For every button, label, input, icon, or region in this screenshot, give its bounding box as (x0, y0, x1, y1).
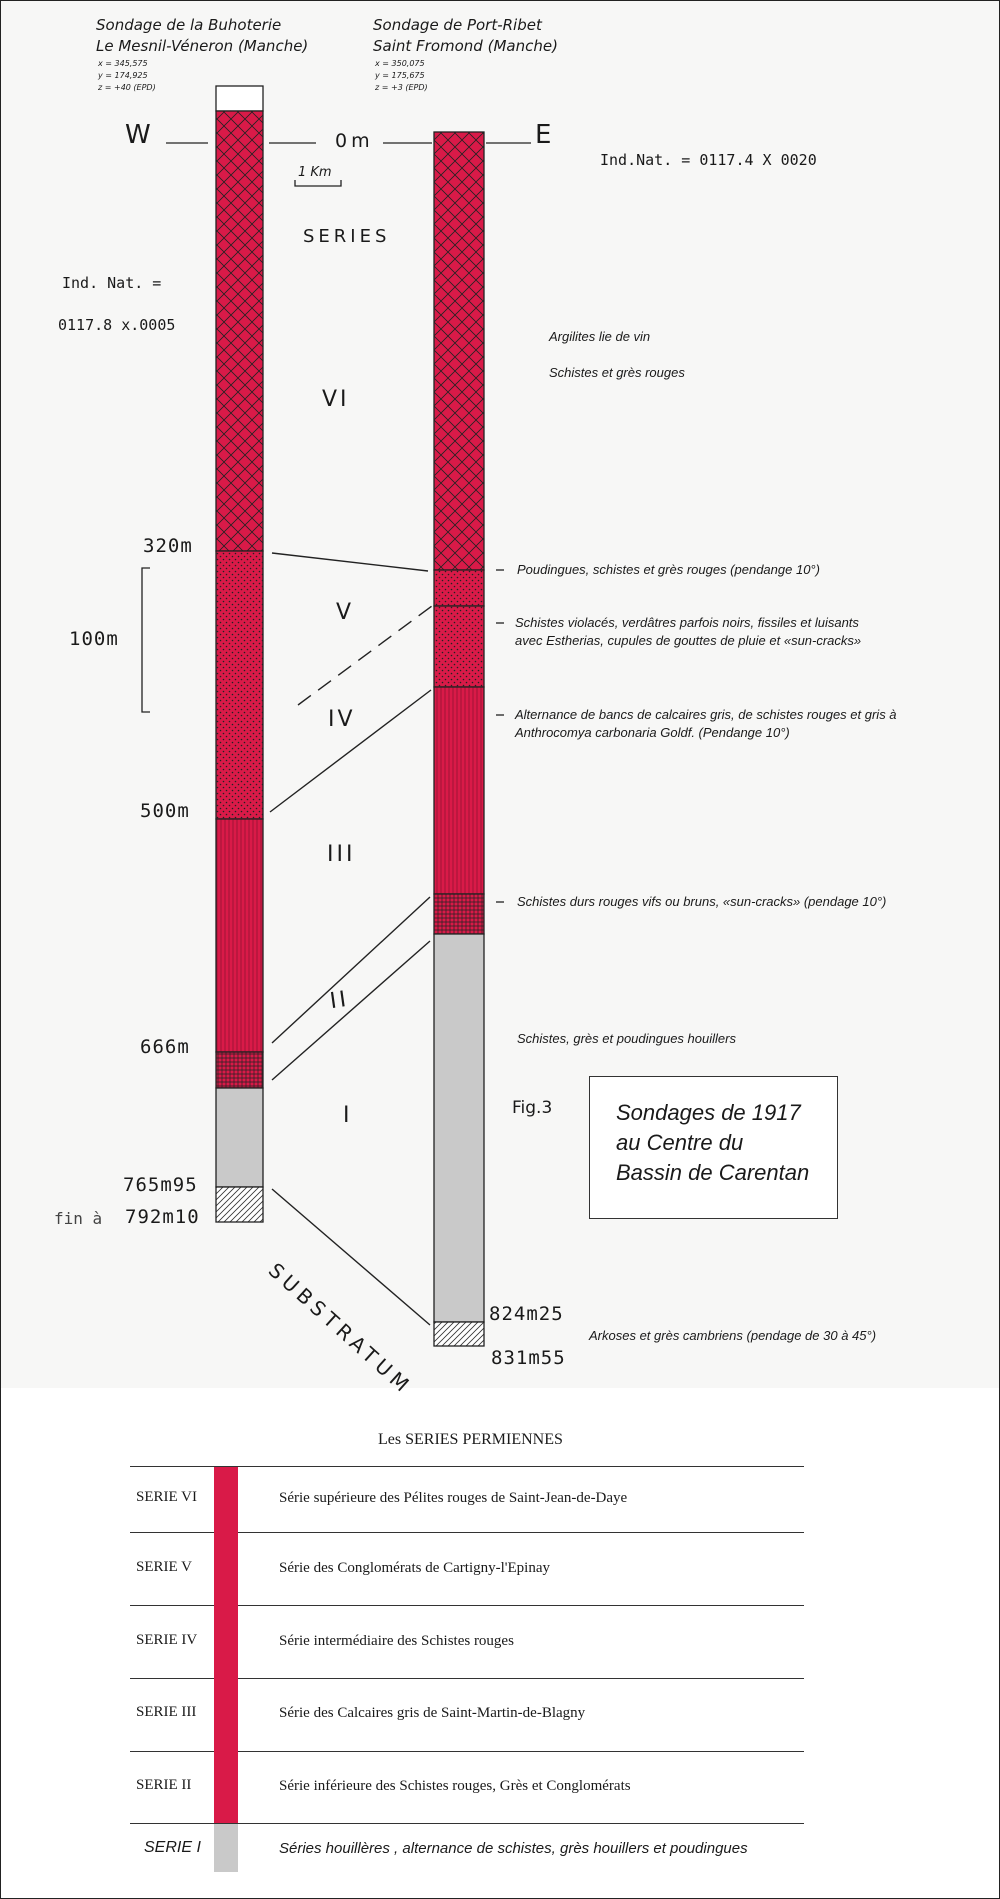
zero-meter-label: 0m (335, 130, 374, 152)
ind-nat-left-2: 0117.8 x.0005 (58, 316, 176, 334)
right-borehole-name-2: Saint Fromond (Manche) (373, 37, 558, 55)
desc-violaces-1: Schistes violacés, verdâtres parfois noirs, fissiles et luisants (515, 615, 859, 630)
title-line-1: Sondages de 1917 (616, 1100, 801, 1125)
left-borehole-y: y = 174,925 (98, 71, 148, 80)
series-numeral-i: I (343, 1103, 353, 1128)
desc-argilites: Argilites lie de vin (549, 329, 651, 344)
series-numeral-v: V (336, 600, 355, 625)
left-borehole-name-2: Le Mesnil-Véneron (Manche) (96, 37, 309, 55)
depth-500: 500m (140, 800, 190, 822)
legend-title: Les SERIES PERMIENNES (378, 1431, 563, 1448)
desc-houillers: Schistes, grès et poudingues houillers (517, 1031, 736, 1046)
hundred-meter-label: 100m (69, 628, 119, 650)
desc-schistes-gres: Schistes et grès rouges (549, 365, 685, 380)
right-borehole-y: y = 175,675 (375, 71, 425, 80)
figure-label: Fig.3 (512, 1098, 553, 1118)
ind-nat-right: Ind.Nat. = 0117.4 X 0020 (600, 151, 817, 169)
series-numeral-ii: II (328, 986, 351, 1015)
legend-desc-vi: Série supérieure des Pélites rouges de Saint-Jean-de-Daye (279, 1490, 628, 1506)
desc-alternance-1: Alternance de bancs de calcaires gris, de schistes rouges et gris à (515, 707, 897, 722)
depth-666: 666m (140, 1036, 190, 1058)
depth-765: 765m95 (123, 1174, 198, 1196)
right-borehole-x: x = 350,075 (375, 59, 425, 68)
east-label: E (535, 120, 552, 150)
right-borehole-name-1: Sondage de Port-Ribet (373, 16, 542, 34)
desc-arkoses: Arkoses et grès cambriens (pendage de 30 à 45°) (589, 1328, 877, 1343)
legend-desc-iii: Série des Calcaires gris de Saint-Martin-de-Blagny (279, 1705, 586, 1721)
desc-alternance-2: Anthrocomya carbonaria Goldf. (Pendange 10°) (515, 725, 790, 740)
depth-824: 824m25 (489, 1303, 564, 1325)
series-numeral-vi: VI (322, 387, 350, 412)
series-heading: SERIES (303, 226, 391, 247)
legend-code-i: SERIE I (144, 1839, 201, 1856)
left-borehole-z: z = +40 (EPD) (98, 83, 156, 92)
series-numeral-iv: IV (328, 707, 356, 732)
legend-code-iv: SERIE IV (136, 1632, 198, 1648)
legend-desc-ii: Série inférieure des Schistes rouges, Grès et Conglomérats (279, 1778, 631, 1794)
legend-code-v: SERIE V (136, 1559, 192, 1575)
depth-320: 320m (143, 535, 193, 557)
desc-schistes-durs: Schistes durs rouges vifs ou bruns, «sun-cracks» (pendage 10°) (517, 894, 887, 909)
legend-code-ii: SERIE II (136, 1777, 192, 1793)
left-borehole-x: x = 345,575 (98, 59, 148, 68)
series-numeral-iii: III (327, 842, 356, 867)
substratum-label: SUBSTRATUM (263, 1258, 418, 1400)
desc-violaces-2: avec Estherias, cupules de gouttes de pluie et «sun-cracks» (515, 633, 862, 648)
legend-desc-v: Série des Conglomérats de Cartigny-l'Epinay (279, 1560, 550, 1576)
legend-desc-iv: Série intermédiaire des Schistes rouges (279, 1633, 514, 1649)
legend-code-iii: SERIE III (136, 1704, 197, 1720)
legend-code-vi: SERIE VI (136, 1489, 197, 1505)
west-label: W (125, 120, 151, 150)
fin-label: fin à (54, 1209, 103, 1228)
depth-792: 792m10 (125, 1206, 200, 1228)
title-line-2: au Centre du (616, 1130, 744, 1155)
ind-nat-left-1: Ind. Nat. = (62, 274, 162, 292)
title-line-3: Bassin de Carentan (616, 1160, 810, 1185)
right-borehole-z: z = +3 (EPD) (375, 83, 428, 92)
legend-desc-i: Séries houillères , alternance de schistes, grès houillers et poudingues (279, 1840, 748, 1857)
left-borehole-name-1: Sondage de la Buhoterie (96, 16, 282, 34)
depth-831: 831m55 (491, 1347, 566, 1369)
scale-label: 1 Km (298, 165, 332, 180)
desc-poudingues: Poudingues, schistes et grès rouges (pendange 10°) (517, 562, 820, 577)
